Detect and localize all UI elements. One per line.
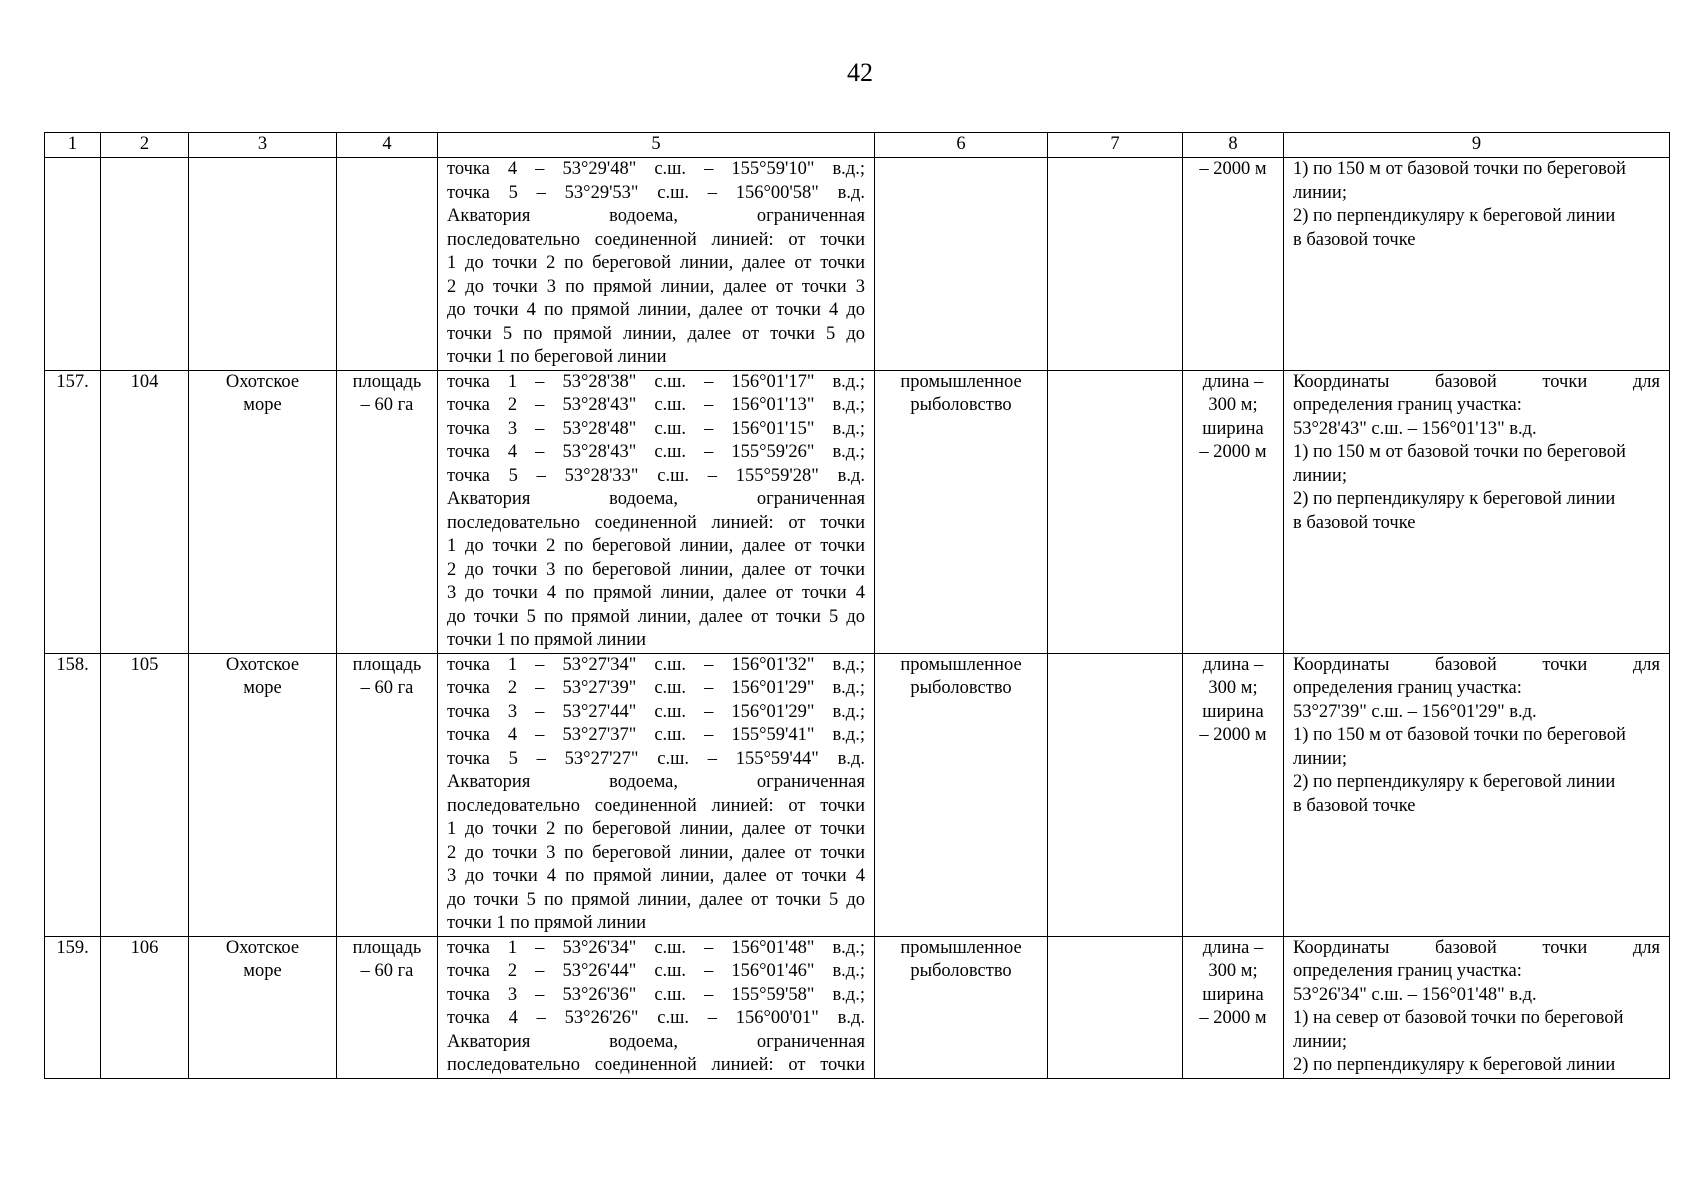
plot-area: площадь – 60 га	[337, 653, 438, 936]
water-body: Охотское море	[189, 936, 337, 1078]
col-header-7: 7	[1048, 133, 1183, 158]
col7-empty	[1048, 370, 1183, 653]
col-header-9: 9	[1284, 133, 1670, 158]
col-header-5: 5	[438, 133, 875, 158]
table-row	[45, 370, 1670, 653]
row-number: 159.	[45, 936, 101, 1078]
base-point-info: Координаты базовой точки для определения границ участка: 53°27'39" с.ш. – 156°01'29" в.д. 1) по 150 м от базовой точки по береговой линии; 2) по перпендикуляру к береговой линии в базовой точке	[1284, 653, 1670, 936]
plot-size: – 2000 м	[1183, 158, 1284, 371]
col7-empty	[1048, 653, 1183, 936]
col-header-2: 2	[101, 133, 189, 158]
plot-id: 104	[101, 370, 189, 653]
plot-area: площадь – 60 га	[337, 936, 438, 1078]
usage-type: промышленное рыболовство	[875, 370, 1048, 653]
col-header-6: 6	[875, 133, 1048, 158]
boundary-description: точка 1 – 53°28'38" с.ш. – 156°01'17" в.д.; точка 2 – 53°28'43" с.ш. – 156°01'13" в.д.; точка 3 – 53°28'48" с.ш. – 156°01'15" в.д.; точка 4 – 53°28'43" с.ш. – 155°59'26" в.д.; точка 5 – 53°28'33" с.ш. – 155°59'28" в.д. Акватория водоема, ограниченная последовательно соединенной линией: от точки 1 до точки 2 по береговой линии, далее от точки 2 до точки 3 по береговой линии, далее от точки 3 до точки 4 по прямой линии, далее от точки 4 до точки 5 по прямой линии, далее от точки 5 до точки 1 по прямой линии	[438, 370, 875, 653]
row-number: 158.	[45, 653, 101, 936]
boundary-description: точка 1 – 53°27'34" с.ш. – 156°01'32" в.д.; точка 2 – 53°27'39" с.ш. – 156°01'29" в.д.; точка 3 – 53°27'44" с.ш. – 156°01'29" в.д.; точка 4 – 53°27'37" с.ш. – 155°59'41" в.д.; точка 5 – 53°27'27" с.ш. – 155°59'44" в.д. Акватория водоема, ограниченная последовательно соединенной линией: от точки 1 до точки 2 по береговой линии, далее от точки 2 до точки 3 по береговой линии, далее от точки 3 до точки 4 по прямой линии, далее от точки 4 до точки 5 по прямой линии, далее от точки 5 до точки 1 по прямой линии	[438, 653, 875, 936]
col-header-4: 4	[337, 133, 438, 158]
col-header-1: 1	[45, 133, 101, 158]
plot-size: длина – 300 м; ширина – 2000 м	[1183, 370, 1284, 653]
page-number: 42	[847, 58, 873, 87]
header-row	[45, 133, 1670, 158]
base-point-info: 1) по 150 м от базовой точки по береговой линии; 2) по перпендикуляру к береговой линии в базовой точке	[1284, 158, 1670, 371]
table-row	[45, 653, 1670, 936]
base-point-info: Координаты базовой точки для определения границ участка: 53°26'34" с.ш. – 156°01'48" в.д. 1) на север от базовой точки по береговой линии; 2) по перпендикуляру к береговой линии	[1284, 936, 1670, 1078]
plot-area: площадь – 60 га	[337, 370, 438, 653]
col7-empty	[1048, 936, 1183, 1078]
col-header-8: 8	[1183, 133, 1284, 158]
water-body: Охотское море	[189, 653, 337, 936]
plot-size: длина – 300 м; ширина – 2000 м	[1183, 936, 1284, 1078]
col-header-3: 3	[189, 133, 337, 158]
base-point-info: Координаты базовой точки для определения границ участка: 53°28'43" с.ш. – 156°01'13" в.д. 1) по 150 м от базовой точки по береговой линии; 2) по перпендикуляру к береговой линии в базовой точке	[1284, 370, 1670, 653]
usage-type: промышленное рыболовство	[875, 936, 1048, 1078]
table-row-continuation	[45, 158, 1670, 371]
plot-id: 106	[101, 936, 189, 1078]
plot-id: 105	[101, 653, 189, 936]
boundary-description: точка 1 – 53°26'34" с.ш. – 156°01'48" в.д.; точка 2 – 53°26'44" с.ш. – 156°01'46" в.д.; точка 3 – 53°26'36" с.ш. – 155°59'58" в.д.; точка 4 – 53°26'26" с.ш. – 156°00'01" в.д. Акватория водоема, ограниченная последовательно соединенной линией: от точки	[438, 936, 875, 1078]
usage-type: промышленное рыболовство	[875, 653, 1048, 936]
table-row	[45, 936, 1670, 1078]
water-body: Охотское море	[189, 370, 337, 653]
row-number: 157.	[45, 370, 101, 653]
boundary-description: точка 4 – 53°29'48" с.ш. – 155°59'10" в.д.; точка 5 – 53°29'53" с.ш. – 156°00'58" в.д. Акватория водоема, ограниченная последовательно соединенной линией: от точки 1 до точки 2 по береговой линии, далее от точки 2 до точки 3 по прямой линии, далее от точки 3 до точки 4 по прямой линии, далее от точки 4 до точки 5 по прямой линии, далее от точки 5 до точки 1 по береговой линии	[438, 158, 875, 371]
plot-size: длина – 300 м; ширина – 2000 м	[1183, 653, 1284, 936]
data-table	[44, 132, 1670, 1079]
